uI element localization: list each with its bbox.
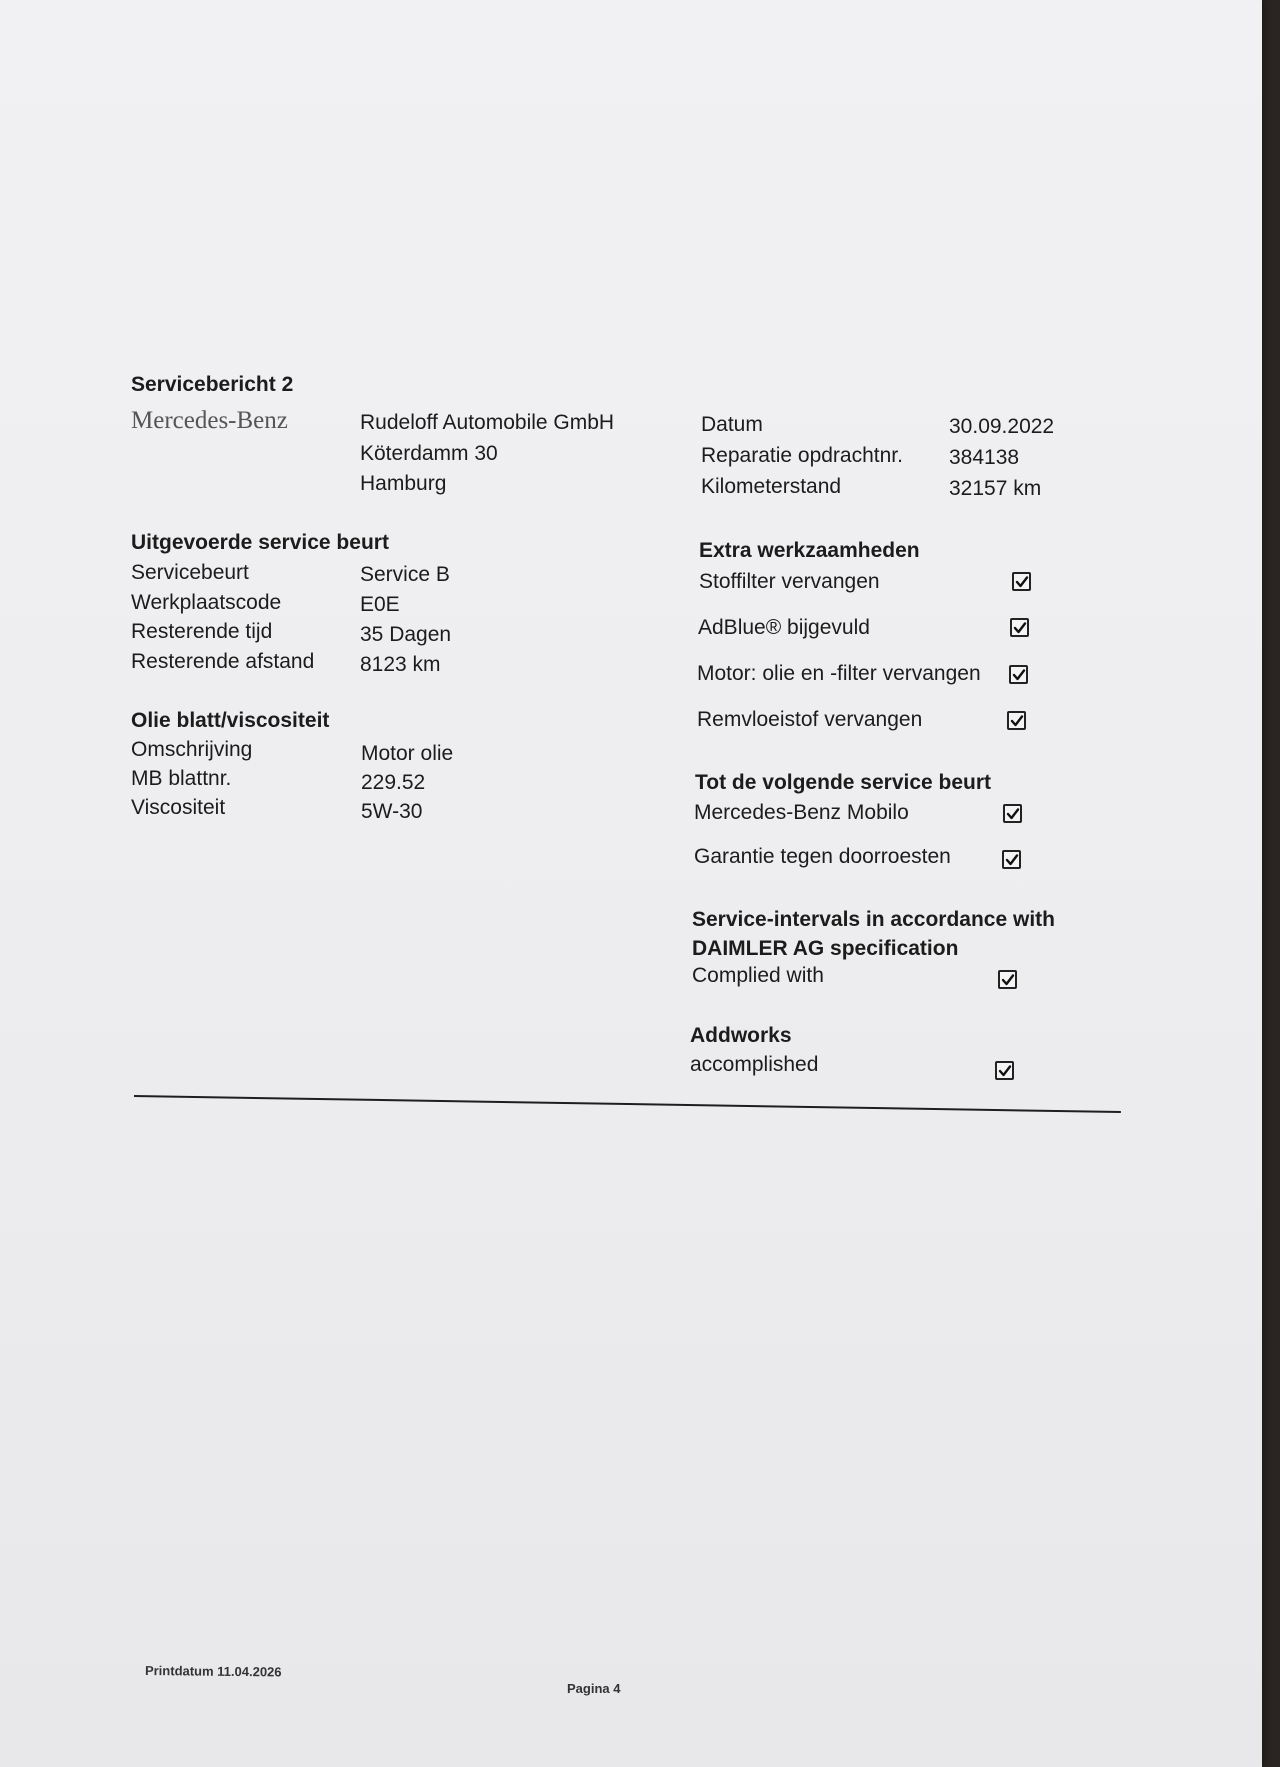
checkbox-checked[interactable] [1012,572,1031,591]
page-number: Pagina 4 [567,1681,621,1696]
mileage-value: 32157 km [949,477,1042,500]
checkmark-icon [1012,668,1026,682]
service-row-label: Resterende tijd [131,620,273,643]
extra-item-label: Remvloeistof vervangen [697,708,923,731]
service-row-value: 8123 km [360,653,441,676]
checkmark-icon [1001,973,1015,987]
checkmark-icon [1013,621,1027,635]
dealer-street: Köterdamm 30 [360,442,498,465]
brand-name: Mercedes-Benz [131,407,288,434]
checkmark-icon [998,1064,1012,1078]
dealer-city: Hamburg [360,472,447,495]
next-service-item-label: Mercedes-Benz Mobilo [694,801,909,824]
repair-order-value: 384138 [949,446,1020,469]
date-label: Datum [701,413,763,436]
intervals-item-label: Complied with [692,964,824,987]
checkbox-checked[interactable] [1009,665,1028,684]
oil-row-label: MB blattnr. [131,767,232,790]
service-row-value: Service B [360,563,450,586]
oil-row-label: Omschrijving [131,738,253,761]
service-row-label: Werkplaatscode [131,591,282,614]
checkmark-icon [1006,807,1020,821]
oil-row-value: Motor olie [361,742,454,765]
oil-row-label: Viscositeit [131,796,226,819]
checkbox-checked[interactable] [1002,850,1021,869]
intervals-heading-line1: Service-intervals in accordance with [692,908,1055,931]
checkmark-icon [1010,714,1024,728]
mileage-label: Kilometerstand [701,475,842,498]
extra-item-label: AdBlue® bijgevuld [698,616,870,639]
print-date: Printdatum 11.04.2026 [144,1663,282,1680]
extra-item-label: Stoffilter vervangen [699,570,880,593]
oil-row-value: 229.52 [361,771,426,794]
oil-row-value: 5W-30 [361,800,423,823]
addworks-item-label: accomplished [690,1053,819,1076]
next-service-heading: Tot de volgende service beurt [695,771,992,794]
document-title: Serviceb​ericht 2 [131,373,294,396]
next-service-item-label: Garantie tegen doorroesten [694,845,951,868]
checkbox-checked[interactable] [1010,618,1029,637]
intervals-heading-line2: DAIMLER AG specification [692,937,959,960]
service-row-label: Servicebeurt [131,561,249,584]
checkmark-icon [1015,575,1029,589]
service-row-value: 35 Dagen [360,623,452,646]
dealer-name: Rudeloff Automobile GmbH [360,411,615,434]
oil-heading: Olie blatt/viscositeit [131,709,330,732]
checkbox-checked[interactable] [995,1061,1014,1080]
addworks-heading: Addworks [690,1024,792,1047]
divider-line [134,1095,1121,1113]
checkbox-checked[interactable] [1007,711,1026,730]
service-row-label: Resterende afstand [131,650,315,673]
service-heading: Uitgevoerde service beurt [131,531,389,554]
repair-order-label: Reparatie opdrachtnr. [701,444,903,467]
checkbox-checked[interactable] [1003,804,1022,823]
checkmark-icon [1005,853,1019,867]
extra-heading: Extra werkzaamheden [699,539,920,562]
service-row-value: E0E [360,593,400,616]
date-value: 30.09.2022 [949,415,1055,438]
checkbox-checked[interactable] [998,970,1017,989]
extra-item-label: Motor: olie en -filter vervangen [697,662,981,685]
